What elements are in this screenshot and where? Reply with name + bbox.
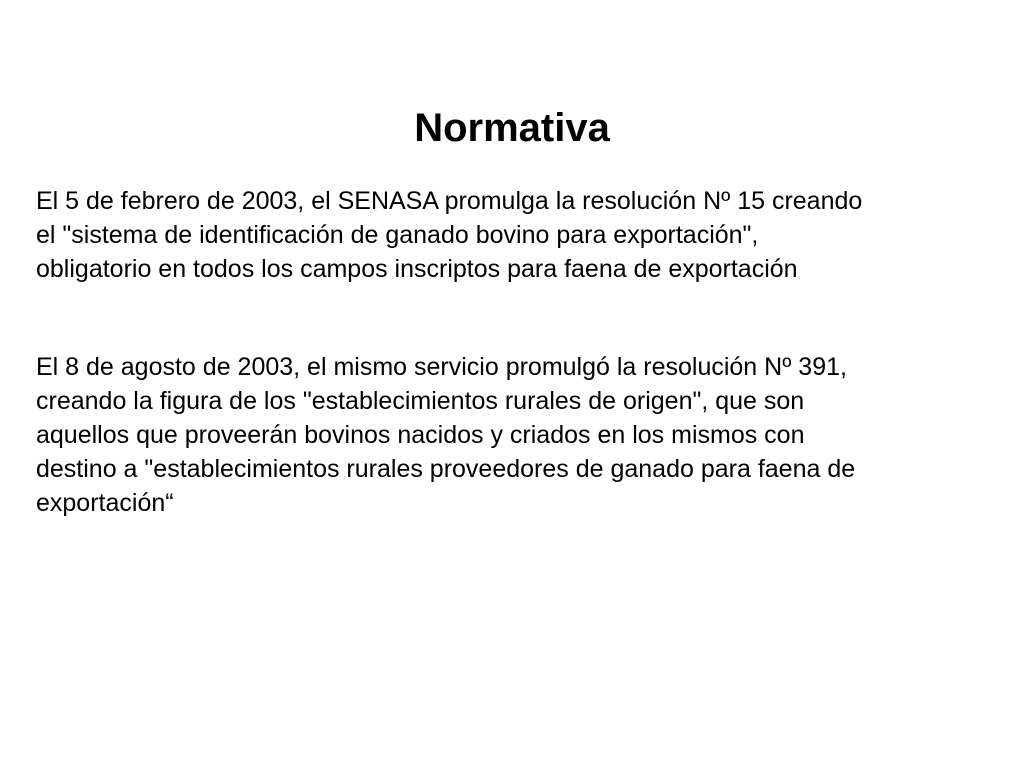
paragraph-line: creando la figura de los "establecimientos rurales de origen", que son (36, 387, 805, 415)
paragraph-resolution-391 (36, 350, 996, 520)
paragraph-line: El 5 de febrero de 2003, el SENASA promulga la resolución Nº 15 creando (36, 187, 863, 215)
paragraph-line: obligatorio en todos los campos inscriptos para faena de exportación (36, 255, 798, 283)
paragraph-line: destino a "establecimientos rurales proveedores de ganado para faena de (36, 455, 856, 483)
paragraph-line: el "sistema de identificación de ganado bovino para exportación", (36, 221, 759, 249)
paragraph-resolution-15 (36, 184, 996, 286)
slide-title: Normativa (414, 106, 610, 150)
paragraph-line: El 8 de agosto de 2003, el mismo servicio promulgó la resolución Nº 391, (36, 353, 847, 381)
paragraph-line: aquellos que proveerán bovinos nacidos y criados en los mismos con (36, 421, 805, 449)
paragraph-line: exportación“ (36, 489, 174, 517)
slide-body (36, 184, 996, 520)
